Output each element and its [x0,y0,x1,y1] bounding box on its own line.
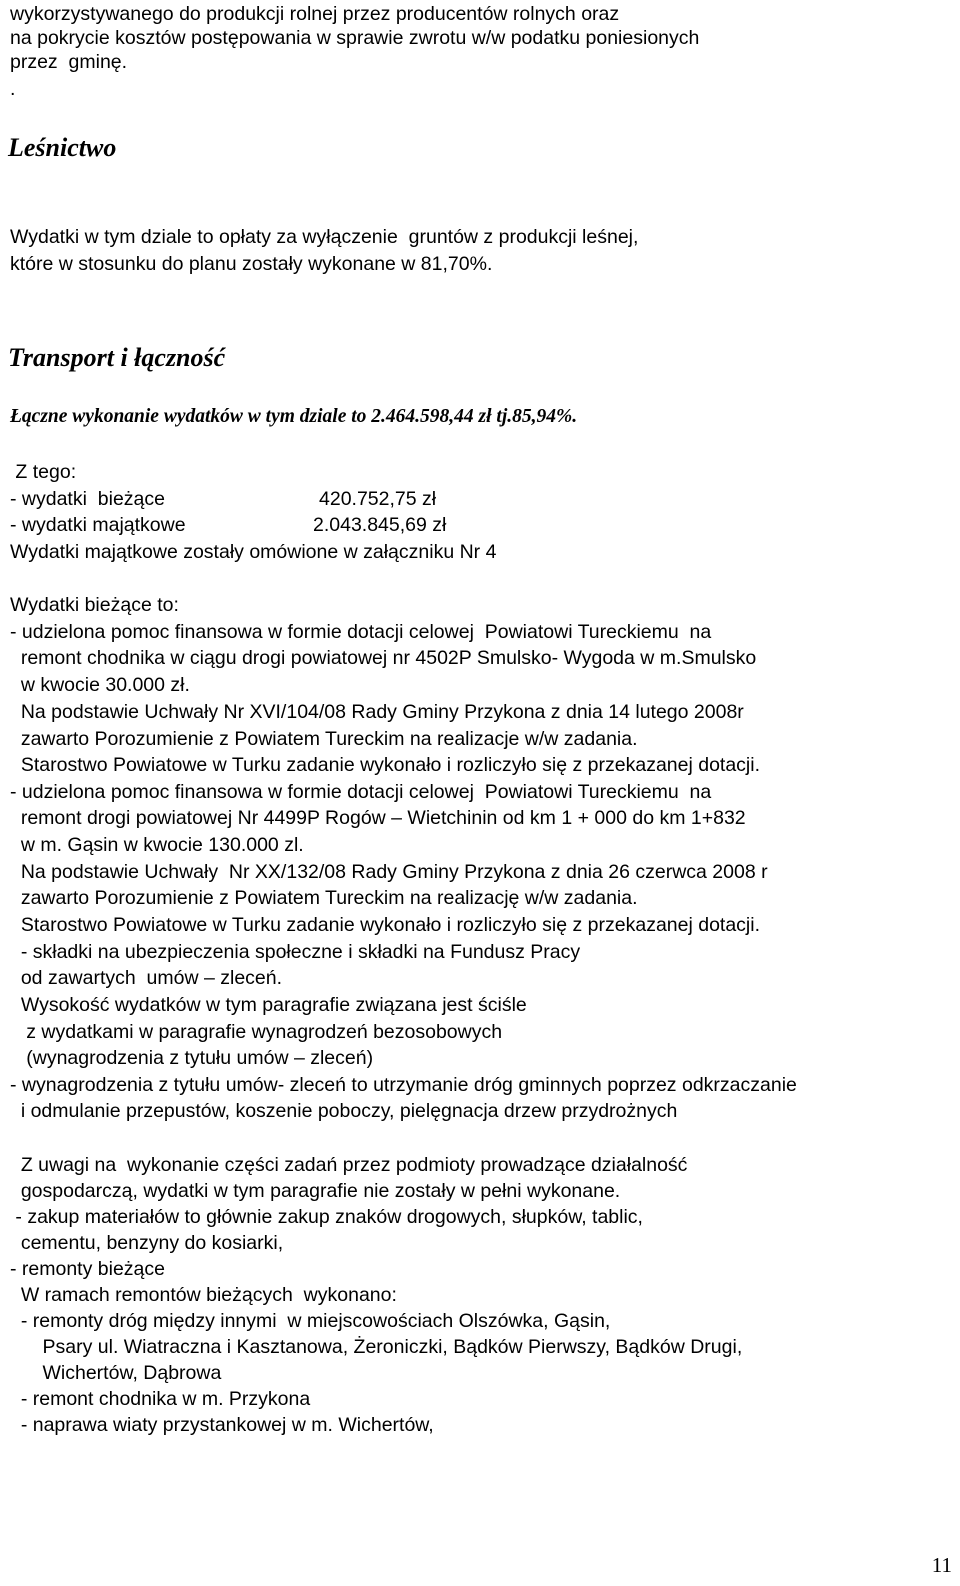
intro-line-3: przez gminę. [10,51,128,73]
heading-transport: Transport i łączność [8,343,226,372]
body-line: zawarto Porozumienie z Powiatem Tureckim na realizacje w/w zadania. [10,728,638,750]
body-line: Starostwo Powiatowe w Turku zadanie wykonało i rozliczyło się z przekazanej dotacji. [10,914,761,936]
body-line: - remonty dróg między innymi w miejscowościach Olszówka, Gąsin, [10,1310,611,1332]
body-line: z wydatkami w paragrafie wynagrodzeń bezosobowych [10,1021,503,1043]
body-line: Z uwagi na wykonanie części zadań przez podmioty prowadzące działalność [10,1154,688,1176]
body-line: (wynagrodzenia z tytułu umów – zleceń) [10,1047,374,1069]
body-line: i odmulanie przepustów, koszenie poboczy, pielęgnacja drzew przydrożnych [10,1100,678,1122]
body-line: cementu, benzyny do kosiarki, [10,1232,284,1254]
body-line: w kwocie 30.000 zł. [10,674,190,696]
transport-summary: Łączne wykonanie wydatków w tym dziale to 2.464.598,44 zł tj.85,94%. [10,406,578,427]
body-line: - remont chodnika w m. Przykona [10,1388,311,1410]
body-line: W ramach remontów bieżących wykonano: [10,1284,397,1306]
body-line: Wydatki bieżące to: [10,594,179,616]
body-line: od zawartych umów – zleceń. [10,967,283,989]
heading-lesnictwo: Leśnictwo [8,133,117,162]
body-line: Psary ul. Wiatraczna i Kasztanowa, Żeroniczki, Bądków Pierwszy, Bądków Drugi, [10,1336,743,1358]
wydatki-biezace-label: - wydatki bieżące [10,488,165,510]
body-line: Wysokość wydatków w tym paragrafie związana jest ściśle [10,994,527,1016]
body-line: - wynagrodzenia z tytułu umów- zleceń to utrzymanie dróg gminnych poprzez odkrzaczanie [10,1074,797,1096]
page-number: 11 [931,1553,952,1577]
body-line: - udzielona pomoc finansowa w formie dotacji celowej Powiatowi Tureckiemu na [10,621,712,643]
body-line: Starostwo Powiatowe w Turku zadanie wykonało i rozliczyło się z przekazanej dotacji. [10,754,761,776]
lesnictwo-para-2: które w stosunku do planu zostały wykonane w 81,70%. [10,253,493,275]
body-line: remont drogi powiatowej Nr 4499P Rogów – Wietchinin od km 1 + 000 do km 1+832 [10,807,746,829]
intro-dot: . [10,78,16,100]
intro-line-1: wykorzystywanego do produkcji rolnej przez producentów rolnych oraz [10,3,620,25]
body-line: remont chodnika w ciągu drogi powiatowej nr 4502P Smulsko- Wygoda w m.Smulsko [10,647,757,669]
body-line: - zakup materiałów to głównie zakup znaków drogowych, słupków, tablic, [10,1206,643,1228]
wydatki-biezace-value: 420.752,75 zł [319,488,437,510]
body-line: - remonty bieżące [10,1258,165,1280]
body-line: - udzielona pomoc finansowa w formie dotacji celowej Powiatowi Tureckiemu na [10,781,712,803]
body-line: - naprawa wiaty przystankowej w m. Wichertów, [10,1414,434,1436]
wydatki-majatkowe-value: 2.043.845,69 zł [313,514,447,536]
body-line: zawarto Porozumienie z Powiatem Tureckim na realizację w/w zadania. [10,887,638,909]
body-line: Na podstawie Uchwały Nr XVI/104/08 Rady Gminy Przykona z dnia 14 lutego 2008r [10,701,744,723]
body-line: - składki na ubezpieczenia społeczne i składki na Fundusz Pracy [10,941,581,963]
body-line: w m. Gąsin w kwocie 130.000 zl. [10,834,304,856]
body-line: Na podstawie Uchwały Nr XX/132/08 Rady Gminy Przykona z dnia 26 czerwca 2008 r [10,861,768,883]
body-line: Wichertów, Dąbrowa [10,1362,222,1384]
z-tego-label: Z tego: [10,461,77,483]
body-line: gospodarczą, wydatki w tym paragrafie nie zostały w pełni wykonane. [10,1180,621,1202]
lesnictwo-para-1: Wydatki w tym dziale to opłaty za wyłączenie gruntów z produkcji leśnej, [10,226,639,248]
intro-line-2: na pokrycie kosztów postępowania w sprawie zwrotu w/w podatku poniesionych [10,27,700,49]
wydatki-majatkowe-note: Wydatki majątkowe zostały omówione w załączniku Nr 4 [10,541,497,563]
wydatki-majatkowe-label: - wydatki majątkowe [10,514,186,536]
